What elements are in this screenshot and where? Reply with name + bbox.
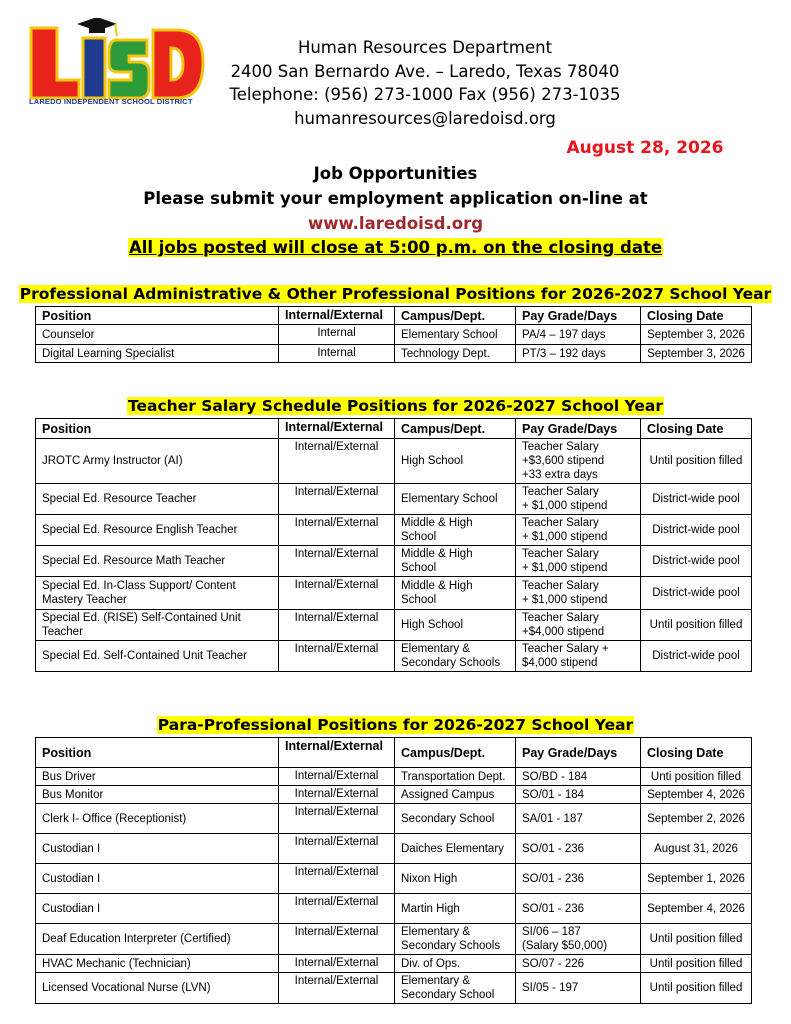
cell-campus-dept: Elementary School <box>395 325 516 345</box>
cell-position: Counselor <box>36 325 279 345</box>
cell-closing-date: District-wide pool <box>641 515 752 546</box>
table-row <box>36 786 752 804</box>
table-row <box>36 439 752 484</box>
cell-campus-dept: Elementary & Secondary Schools <box>395 924 516 955</box>
cell-internal-external: Internal <box>279 325 395 345</box>
cell-closing-date: District-wide pool <box>641 577 752 610</box>
logo-subtitle: LAREDO INDEPENDENT SCHOOL DISTRICT <box>29 97 193 106</box>
cell-internal-external: Internal/External <box>279 515 395 546</box>
table-row <box>36 804 752 834</box>
column-header-position: Position <box>36 419 279 439</box>
cell-pay-grade-days: Teacher Salary + $1,000 stipend <box>516 546 641 577</box>
cell-position: Special Ed. Self-Contained Unit Teacher <box>36 641 279 672</box>
column-header-closing-date: Closing Date <box>641 307 752 325</box>
section-title-text: Professional Administrative & Other Professional Positions for 2026-2027 School Year <box>19 285 772 303</box>
cell-position: Clerk I- Office (Receptionist) <box>36 804 279 834</box>
column-header-campus-dept: Campus/Dept. <box>395 738 516 768</box>
cell-closing-date: September 4, 2026 <box>641 786 752 804</box>
page-title: Job Opportunities <box>313 164 478 183</box>
submit-instructions: Please submit your employment application on-line at <box>143 189 648 208</box>
closing-notice <box>0 238 791 258</box>
posting-date: August 28, 2026 <box>566 138 724 158</box>
column-header-campus-dept: Campus/Dept. <box>395 307 516 325</box>
cell-pay-grade-days: SO/01 - 236 <box>516 864 641 894</box>
cell-position: Custodian I <box>36 834 279 864</box>
cell-pay-grade-days: Teacher Salary +$3,600 stipend +33 extra days <box>516 439 641 484</box>
table-paraprofessional <box>35 737 752 1004</box>
cell-internal-external: Internal <box>279 345 395 363</box>
cell-position: Licensed Vocational Nurse (LVN) <box>36 973 279 1004</box>
cell-closing-date: September 3, 2026 <box>641 325 752 345</box>
table-row <box>36 577 752 610</box>
cell-campus-dept: Assigned Campus <box>395 786 516 804</box>
cell-internal-external: Internal/External <box>279 804 395 834</box>
column-header-pay-grade-days: Pay Grade/Days <box>516 738 641 768</box>
cell-internal-external: Internal/External <box>279 768 395 786</box>
cell-campus-dept: Elementary & Secondary Schools <box>395 641 516 672</box>
cell-internal-external: Internal/External <box>279 834 395 864</box>
cell-pay-grade-days: PA/4 – 197 days <box>516 325 641 345</box>
table-row <box>36 768 752 786</box>
table-row <box>36 515 752 546</box>
cell-closing-date: Unti position filled <box>641 768 752 786</box>
column-header-internal-external: Internal/External <box>279 419 395 439</box>
cell-position: Special Ed. Resource English Teacher <box>36 515 279 546</box>
cell-pay-grade-days: Teacher Salary + $1,000 stipend <box>516 515 641 546</box>
cell-position: Custodian I <box>36 864 279 894</box>
cell-internal-external: Internal/External <box>279 610 395 641</box>
cell-closing-date: Until position filled <box>641 955 752 973</box>
table-row <box>36 894 752 924</box>
cell-internal-external: Internal/External <box>279 955 395 973</box>
phone-fax: Telephone: (956) 273-1000 Fax (956) 273-1035 <box>229 85 621 104</box>
cell-pay-grade-days: SO/BD - 184 <box>516 768 641 786</box>
cell-pay-grade-days: SA/01 - 187 <box>516 804 641 834</box>
table-header-row <box>36 738 752 768</box>
cell-campus-dept: Secondary School <box>395 804 516 834</box>
table-professional <box>35 306 752 363</box>
cell-closing-date: Until position filled <box>641 924 752 955</box>
address: 2400 San Bernardo Ave. – Laredo, Texas 78040 <box>230 61 620 81</box>
cell-pay-grade-days: Teacher Salary + $1,000 stipend <box>516 484 641 515</box>
cell-position: Deaf Education Interpreter (Certified) <box>36 924 279 955</box>
website-link[interactable]: www.laredoisd.org <box>307 214 484 233</box>
cell-campus-dept: Daiches Elementary <box>395 834 516 864</box>
table-row <box>36 610 752 641</box>
table-row <box>36 641 752 672</box>
column-header-position: Position <box>36 307 279 325</box>
email[interactable]: humanresources@laredoisd.org <box>294 108 556 128</box>
column-header-pay-grade-days: Pay Grade/Days <box>516 419 641 439</box>
table-row <box>36 325 752 345</box>
cell-closing-date: September 4, 2026 <box>641 894 752 924</box>
cell-position: Special Ed. Resource Math Teacher <box>36 546 279 577</box>
cell-pay-grade-days: PT/3 – 192 days <box>516 345 641 363</box>
table-header-row <box>36 307 752 325</box>
cell-campus-dept: Technology Dept. <box>395 345 516 363</box>
column-header-position: Position <box>36 738 279 768</box>
cell-campus-dept: Middle & High School <box>395 577 516 610</box>
table-header-row <box>36 419 752 439</box>
cell-closing-date: September 2, 2026 <box>641 804 752 834</box>
cell-closing-date: September 1, 2026 <box>641 864 752 894</box>
cell-internal-external: Internal/External <box>279 786 395 804</box>
cell-closing-date: District-wide pool <box>641 546 752 577</box>
cell-campus-dept: Elementary School <box>395 484 516 515</box>
table-row <box>36 864 752 894</box>
cell-pay-grade-days: Teacher Salary +$4,000 stipend <box>516 610 641 641</box>
column-header-campus-dept: Campus/Dept. <box>395 419 516 439</box>
cell-pay-grade-days: SO/01 - 236 <box>516 894 641 924</box>
cell-closing-date: August 31, 2026 <box>641 834 752 864</box>
cell-campus-dept: High School <box>395 610 516 641</box>
cell-campus-dept: Middle & High School <box>395 515 516 546</box>
cell-internal-external: Internal/External <box>279 484 395 515</box>
table-row <box>36 973 752 1004</box>
section-title-text: Para-Professional Positions for 2026-2027 School Year <box>157 716 634 734</box>
cell-position: Special Ed. In-Class Support/ Content Mastery Teacher <box>36 577 279 610</box>
table-row <box>36 484 752 515</box>
cell-position: JROTC Army Instructor (AI) <box>36 439 279 484</box>
cell-campus-dept: Div. of Ops. <box>395 955 516 973</box>
cell-position: Bus Driver <box>36 768 279 786</box>
cell-campus-dept: High School <box>395 439 516 484</box>
column-header-pay-grade-days: Pay Grade/Days <box>516 307 641 325</box>
cell-position: HVAC Mechanic (Technician) <box>36 955 279 973</box>
cell-campus-dept: Middle & High School <box>395 546 516 577</box>
table-row <box>36 955 752 973</box>
column-header-internal-external: Internal/External <box>279 307 395 325</box>
table-teacher <box>35 418 752 672</box>
section-title-text: Teacher Salary Schedule Positions for 2026-2027 School Year <box>128 397 663 415</box>
cell-internal-external: Internal/External <box>279 546 395 577</box>
table-row <box>36 546 752 577</box>
cell-closing-date: Until position filled <box>641 439 752 484</box>
cell-internal-external: Internal/External <box>279 894 395 924</box>
table-row <box>36 924 752 955</box>
cell-pay-grade-days: Teacher Salary + $4,000 stipend <box>516 641 641 672</box>
section-title-teacher <box>0 397 791 416</box>
cell-campus-dept: Transportation Dept. <box>395 768 516 786</box>
cell-closing-date: Until position filled <box>641 973 752 1004</box>
cell-campus-dept: Nixon High <box>395 864 516 894</box>
cell-pay-grade-days: SI/06 – 187 (Salary $50,000) <box>516 924 641 955</box>
cell-pay-grade-days: SO/07 - 226 <box>516 955 641 973</box>
department-name: Human Resources Department <box>297 38 553 57</box>
cell-campus-dept: Martin High <box>395 894 516 924</box>
table-row <box>36 834 752 864</box>
contact-header <box>215 36 635 130</box>
closing-notice-text: All jobs posted will close at 5:00 p.m. on the closing date <box>128 238 663 257</box>
column-header-closing-date: Closing Date <box>641 419 752 439</box>
cell-pay-grade-days: SO/01 - 236 <box>516 834 641 864</box>
cell-closing-date: September 3, 2026 <box>641 345 752 363</box>
lisd-logo <box>27 18 207 110</box>
cell-position: Bus Monitor <box>36 786 279 804</box>
cell-position: Special Ed. (RISE) Self-Contained Unit Teacher <box>36 610 279 641</box>
cell-position: Digital Learning Specialist <box>36 345 279 363</box>
cell-internal-external: Internal/External <box>279 577 395 610</box>
section-title-professional <box>0 285 791 304</box>
cell-internal-external: Internal/External <box>279 864 395 894</box>
cell-position: Custodian I <box>36 894 279 924</box>
cell-internal-external: Internal/External <box>279 641 395 672</box>
cell-closing-date: District-wide pool <box>641 484 752 515</box>
cell-internal-external: Internal/External <box>279 973 395 1004</box>
cell-position: Special Ed. Resource Teacher <box>36 484 279 515</box>
column-header-internal-external: Internal/External <box>279 738 395 768</box>
cell-internal-external: Internal/External <box>279 439 395 484</box>
cell-campus-dept: Elementary & Secondary School <box>395 973 516 1004</box>
cell-pay-grade-days: Teacher Salary + $1,000 stipend <box>516 577 641 610</box>
cell-closing-date: Until position filled <box>641 610 752 641</box>
cell-internal-external: Internal/External <box>279 924 395 955</box>
cell-closing-date: District-wide pool <box>641 641 752 672</box>
table-row <box>36 345 752 363</box>
cell-pay-grade-days: SO/01 - 184 <box>516 786 641 804</box>
section-title-paraprofessional <box>0 716 791 735</box>
cell-pay-grade-days: SI/05 - 197 <box>516 973 641 1004</box>
column-header-closing-date: Closing Date <box>641 738 752 768</box>
